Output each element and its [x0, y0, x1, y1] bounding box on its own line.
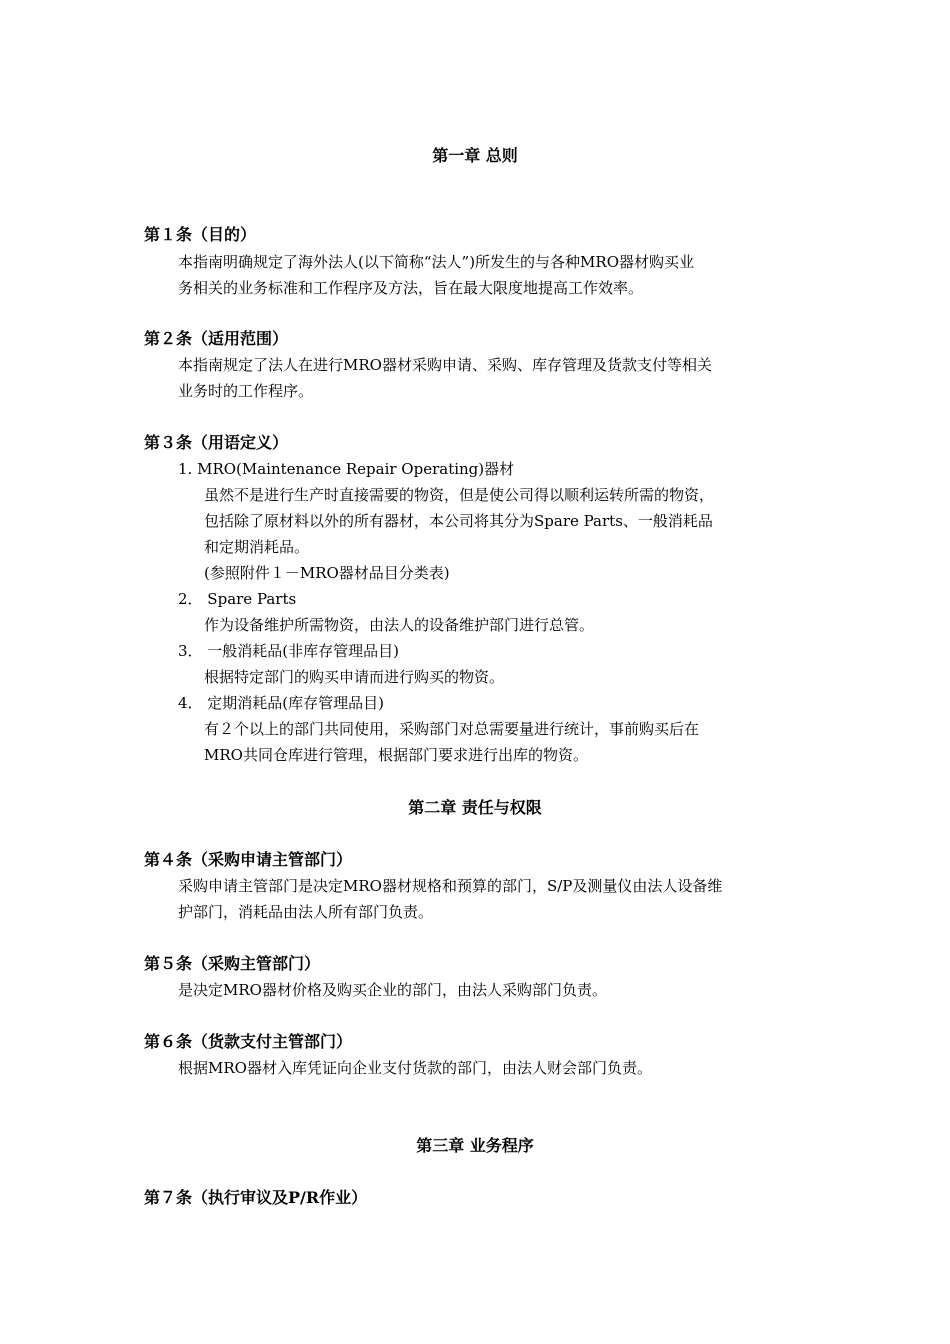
article-4-text: 护部门，消耗品由法人所有部门负责。 [178, 903, 434, 921]
article-2-text: 业务时的工作程序。 [178, 382, 314, 400]
definition-4-title: 4． 定期消耗品(库存管理品目) [178, 694, 385, 712]
definition-2-title: 2． Spare Parts [178, 590, 297, 608]
definition-4-text: MRO共同仓库进行管理，根据部门要求进行出库的物资。 [204, 746, 588, 764]
definition-1-reference: (参照附件１－MRO器材品目分类表) [204, 564, 450, 582]
article-4-text: 采购申请主管部门是决定MRO器材规格和预算的部门，S/P及测量仪由法人设备维 [178, 877, 723, 895]
definition-3-text: 根据特定部门的购买申请而进行购买的物资。 [204, 668, 505, 686]
article-2-text: 本指南规定了法人在进行MRO器材采购申请、采购、库存管理及货款支付等相关 [178, 356, 712, 374]
article-1-text: 本指南明确规定了海外法人(以下简称“法人”)所发生的与各种MRO器材购买业 [178, 253, 694, 271]
article-5-heading: 第５条（采购主管部门） [144, 954, 321, 973]
definition-4-text: 有２个以上的部门共同使用，采购部门对总需要量进行统计，事前购买后在 [204, 720, 700, 738]
definition-1-title: 1. MRO(Maintenance Repair Operating)器材 [178, 460, 515, 478]
definition-1-text: 虽然不是进行生产时直接需要的物资，但是使公司得以顺利运转所需的物资， [204, 486, 715, 504]
article-4-heading: 第４条（采购申请主管部门） [144, 850, 353, 869]
article-6-heading: 第６条（货款支付主管部门） [144, 1032, 353, 1051]
definition-1-text: 和定期消耗品。 [204, 538, 310, 556]
definition-1-text: 包括除了原材料以外的所有器材，本公司将其分为Spare Parts、一般消耗品 [204, 512, 713, 530]
article-5-text: 是决定MRO器材价格及购买企业的部门，由法人采购部门负责。 [178, 981, 607, 999]
article-3-heading: 第３条（用语定义） [144, 433, 289, 452]
article-6-text: 根据MRO器材入库凭证向企业支付货款的部门，由法人财会部门负责。 [178, 1059, 652, 1077]
chapter-2-title: 第二章 责任与权限 [408, 798, 542, 817]
definition-2-text: 作为设备维护所需物资，由法人的设备维护部门进行总管。 [204, 616, 595, 634]
article-1-text: 务相关的业务标准和工作程序及方法，旨在最大限度地提高工作效率。 [178, 279, 644, 297]
chapter-3-title: 第三章 业务程序 [416, 1136, 534, 1155]
definition-3-title: 3． 一般消耗品(非库存管理品目) [178, 642, 400, 660]
chapter-1-title: 第一章 总则 [432, 146, 518, 165]
article-2-heading: 第２条（适用范围） [144, 329, 289, 348]
article-1-heading: 第１条（目的） [144, 225, 257, 244]
article-7-heading: 第７条（执行审议及P/R作业） [144, 1188, 368, 1207]
